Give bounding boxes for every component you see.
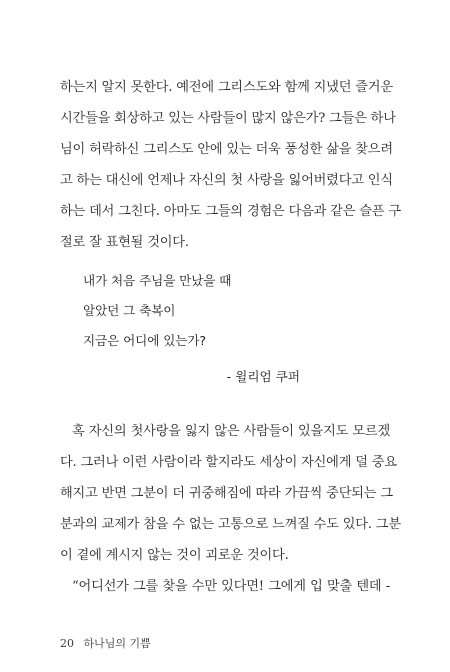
paragraph-line: “어디선가 그를 찾을 수만 있다면! 그에게 입 맞출 텐데 -: [72, 579, 390, 594]
paragraph-line: 혹 자신의 첫사랑을 잃지 않은 사람들이 있을지도 모르겠: [72, 424, 390, 439]
body-paragraph-2: [60, 416, 401, 602]
poem-quote: [83, 266, 383, 356]
body-paragraph-1: [60, 72, 401, 258]
paragraph-line: 절로 잘 표현될 것이다.: [60, 235, 189, 250]
poem-line: 내가 처음 주님을 만났을 때: [83, 273, 232, 288]
paragraph-line: 님이 허락하신 그리스도 안에 있는 더욱 풍성한 삶을 찾으려: [60, 142, 393, 157]
paragraph-line: 다. 그러나 이런 사람이라 할지라도 세상이 자신에게 덜 중요: [60, 455, 397, 470]
paragraph-line: 이 곁에 계시지 않는 것이 괴로운 것이다.: [60, 548, 289, 563]
book-title: 하나님의 기쁨: [83, 637, 151, 650]
paragraph-line: 고 하는 대신에 언제나 자신의 첫 사랑을 잃어버렸다고 인식: [60, 173, 393, 188]
poem-line: 알았던 그 축복이: [83, 303, 176, 318]
paragraph-line: 해지고 반면 그분이 더 귀중해짐에 따라 가끔씩 중단되는 그: [60, 486, 393, 501]
poem-attribution: - 윌리엄 쿠퍼: [226, 369, 300, 384]
paragraph-line: 분과의 교제가 참을 수 없는 고통으로 느껴질 수도 있다. 그분: [60, 517, 401, 532]
paragraph-line: 하는지 알지 못한다. 예전에 그리스도와 함께 지냈던 즐거운: [60, 80, 393, 95]
page-footer: [60, 636, 151, 652]
page-number: 20: [60, 637, 74, 650]
paragraph-line: 하는 데서 그친다. 아마도 그들의 경험은 다음과 같은 슬픈 구: [60, 204, 401, 219]
poem-line: 지금은 어디에 있는가?: [83, 333, 206, 348]
paragraph-line: 시간들을 회상하고 있는 사람들이 많지 않은가? 그들은 하나: [60, 111, 396, 126]
